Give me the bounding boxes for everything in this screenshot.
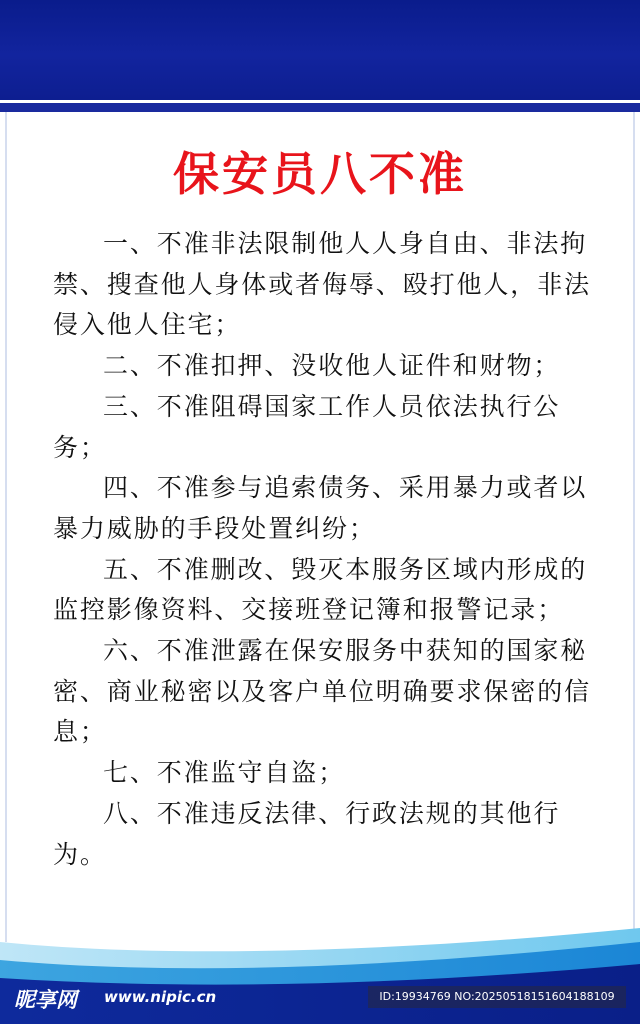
footer-wave xyxy=(0,920,640,1024)
image-id-label: ID:19934769 NO:20250518151604188109 xyxy=(368,986,626,1008)
rule-item-2: 二、不准扣押、没收他人证件和财物； xyxy=(103,351,561,381)
page-title: 保安员八不准 xyxy=(173,147,467,201)
rule-item-3: 三、不准阻碍国家工作人员依法执行公务； xyxy=(53,391,561,462)
rule-item-7: 七、不准监守自盗； xyxy=(103,758,346,788)
rules-list xyxy=(53,224,593,875)
rule-item-8: 八、不准违反法律、行政法规的其他行为。 xyxy=(53,798,561,869)
header-stripe xyxy=(0,103,640,112)
rule-item-6: 六、不准泄露在保安服务中获知的国家秘密、商业秘密以及客户单位明确要求保密的信息； xyxy=(53,636,592,747)
rule-item-5: 五、不准删改、毁灭本服务区域内形成的监控影像资料、交接班登记簿和报警记录； xyxy=(53,554,588,625)
rule-item-1: 一、不准非法限制他人人身自由、非法拘禁、搜查他人身体或者侮辱、殴打他人，非法侵入他人住宅； xyxy=(53,229,592,340)
rule-item-4: 四、不准参与追索债务、采用暴力或者以暴力威胁的手段处置纠纷； xyxy=(53,473,588,543)
watermark-url: www.nipic.cn xyxy=(104,988,217,1006)
frame-right-line xyxy=(633,112,635,942)
frame-left-line xyxy=(5,112,7,942)
watermark-logo: 昵享网 xyxy=(14,988,77,1012)
header-band xyxy=(0,0,640,100)
